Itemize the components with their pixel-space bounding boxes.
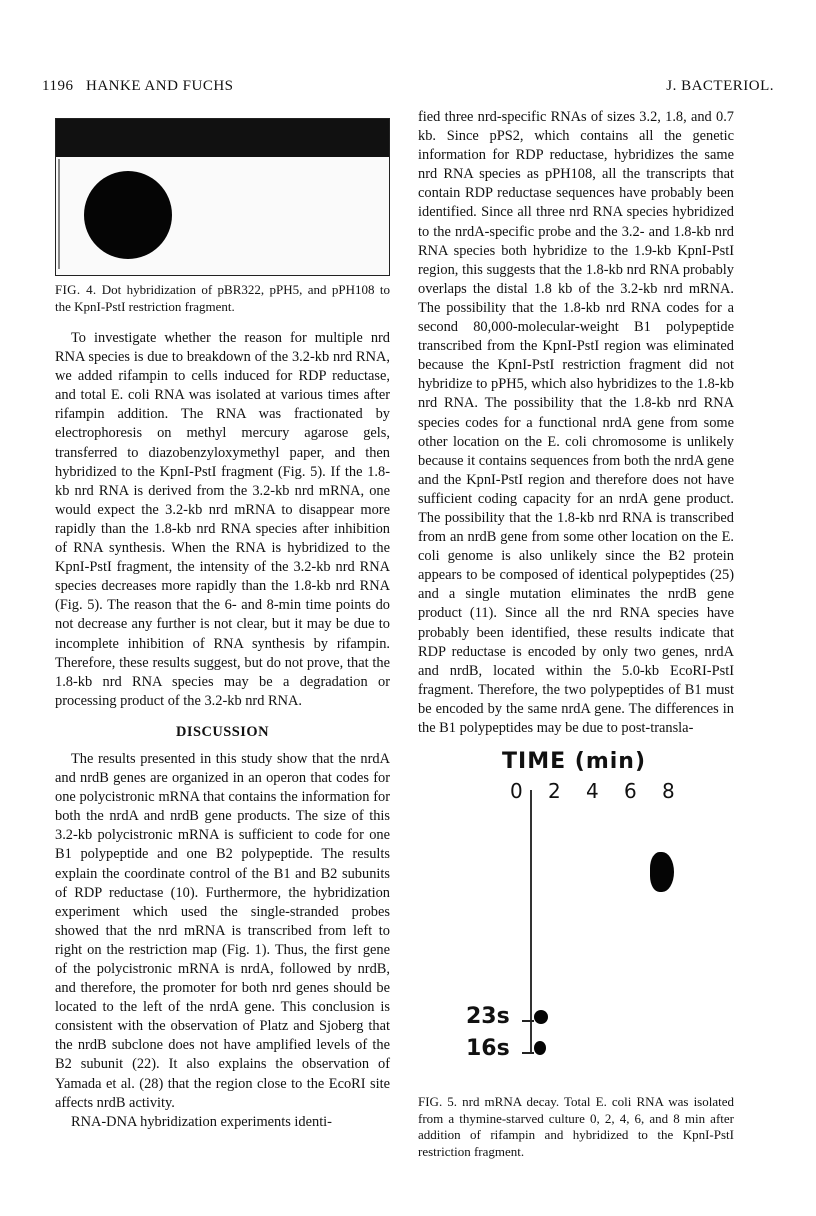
running-header	[42, 78, 774, 102]
figure-5-caption	[418, 1094, 734, 1160]
figure-4-dot-blot	[55, 118, 390, 276]
body-paragraph: fied three nrd-specific RNAs of sizes 3.2, 1.8, and 0.7 kb. Since pPS2, which contains all the genetic information for RDP reductase, hybridizes the same nrd RNA species as pPH108, all the transcripts that contain RDP reductase sequences have probably been identified. Since all three nrd RNA species hybridized to the nrdA-specific probe and the 3.2- and 1.8-kb nrd RNA species both hybridize to the 1.9-kb KpnI-PstI region, this suggests that the 1.8-kb nrd RNA probably overlaps the distal 1.8 kb of the 3.2-kb nrd mRNA. The possibility that the 1.8-kb nrd RNA codes for a second 80,000-molecular-weight B1 polypeptide transcribed from the KpnI-PstI region was eliminated because the KpnI-PstI restriction fragment did not hybridize to pPH5, which also hybridizes to the 1.8-kb nrd RNA. The possibility that the 1.8-kb nrd RNA species codes for a functional nrdA gene from some other location on the E. coli chromosome is unlikely because it contains sequences from both the nrdA gene and the KpnI-PstI region and therefore does not have sufficient coding capacity for an nrdA gene product. The possibility that the 1.8-kb nrd RNA is transcribed from an nrdB gene from some other location on the E. coli genome is also unlikely since the B2 protein appears to be composed of identical polypeptides (25) and a single mutation eliminates the nrdB gene product (11). Since all the nrd RNA species have probably been identified, these results indicate that RDP reductase is encoded by only two genes, nrdA and nrdB, located within the 5.0-kb EcoRI-PstI fragment. Therefore, the two polypeptides of B1 must be encoded by the same nrdA gene. The differences in the B1 polypeptides may be due to post-transla-	[418, 109, 734, 736]
figure-4-label: FIG. 4.	[55, 282, 97, 297]
right-column	[418, 108, 734, 1160]
marker-tick	[522, 1052, 534, 1054]
rna-band	[534, 1041, 546, 1055]
time-label: 6	[624, 779, 637, 804]
rna-band	[534, 1010, 548, 1024]
marker-16s: 16s	[466, 1036, 510, 1062]
figure-4-caption-text: Dot hybridization of pBR322, pPH5, and pPH108 to the KpnI-PstI restriction fragment.	[55, 282, 390, 314]
rna-band	[650, 852, 674, 892]
running-authors: HANKE AND FUCHS	[86, 78, 234, 94]
hybridization-dot	[84, 171, 172, 259]
time-label: 4	[586, 779, 599, 804]
time-label: 8	[662, 779, 675, 804]
dot-blot-edge	[58, 159, 60, 269]
dot-blot-top-band	[56, 119, 389, 157]
body-paragraph: RNA-DNA hybridization experiments identi-	[71, 1113, 332, 1130]
figure-5-label: FIG. 5.	[418, 1094, 458, 1110]
body-paragraph: To investigate whether the reason for multiple nrd RNA species is due to breakdown of the 3.2-kb nrd RNA, we added rifampin to cells induced for RDP reductase, and total E. coli RNA was isolated at various times after rifampin addition. The RNA was fractionated by electrophoresis on methyl mercury agarose gels, transferred to diazobenzyloxymethyl paper, and then hybridized to the KpnI-PstI fragment (Fig. 5). If the 1.8-kb nrd RNA is derived from the 3.2-kb nrd mRNA, one would expect the 3.2-kb nrd mRNA to disappear more rapidly than the 1.8-kb nrd RNA species after inhibition of RNA synthesis. When the RNA is hybridized to the KpnI-PstI fragment, the intensity of the 3.2-kb nrd RNA species decreases more rapidly than the 1.8-kb nrd RNA (Fig. 5). The reason that the 6- and 8-min time points do not decrease any further is not clear, but it may be due to incomplete inhibition of RNA synthesis by rifampin. Therefore, these results suggest, but do not prove, that the 1.8-kb nrd RNA species may be a degradation or processing product of the 3.2-kb nrd RNA.	[55, 330, 390, 709]
figure-5-caption-text: nrd mRNA decay. Total E. coli RNA was isolated from a thymine-starved culture 0, 2, 4, 6, and 8 min after addition of rifampin and hybridized to the KpnI-PstI restriction fragment.	[418, 1094, 735, 1159]
left-column	[55, 108, 390, 1132]
body-paragraph: The results presented in this study show that the nrdA and nrdB genes are organized in an operon that codes for one polycistronic mRNA that contains the information for both the nrdA and nrdB gene products. The size of this 3.2-kb polycistronic mRNA is sufficient to code for one B1 polypeptide and one B2 polypeptide. The results explain the coordinate control of the B1 and B2 subunits of RDP reductase (10). Furthermore, the hybridization experiment which used the single-stranded probes showed that the nrd mRNA is transcribed from left to right on the restriction map (Fig. 1). Thus, the first gene of the polycistronic mRNA is nrdA, followed by nrdB, and therefore, the promoter for both nrd genes should be located to the left of the nrdA gene. This conclusion is consistent with the observation of Platz and Sjoberg that the nrdB subclone does not have amplified levels of the B2 subunit (22). It also explains the observation of Yamada et al. (28) that the region close to the EcoRI site affects nrdB activity.	[55, 750, 390, 1111]
figure-5-title: TIME (min)	[502, 749, 647, 775]
time-point-labels	[510, 779, 700, 804]
marker-23s: 23s	[466, 1004, 510, 1030]
time-label: 2	[548, 779, 561, 804]
time-label: 0	[510, 779, 523, 804]
marker-tick	[522, 1020, 534, 1022]
page-number: 1196	[42, 78, 74, 94]
figure-5-northern-blot	[418, 749, 734, 1102]
gel-lane-edge	[530, 790, 532, 1052]
section-heading: DISCUSSION	[176, 723, 269, 740]
journal-name: J. BACTERIOL.	[666, 78, 774, 94]
figure-4-caption	[55, 282, 390, 315]
